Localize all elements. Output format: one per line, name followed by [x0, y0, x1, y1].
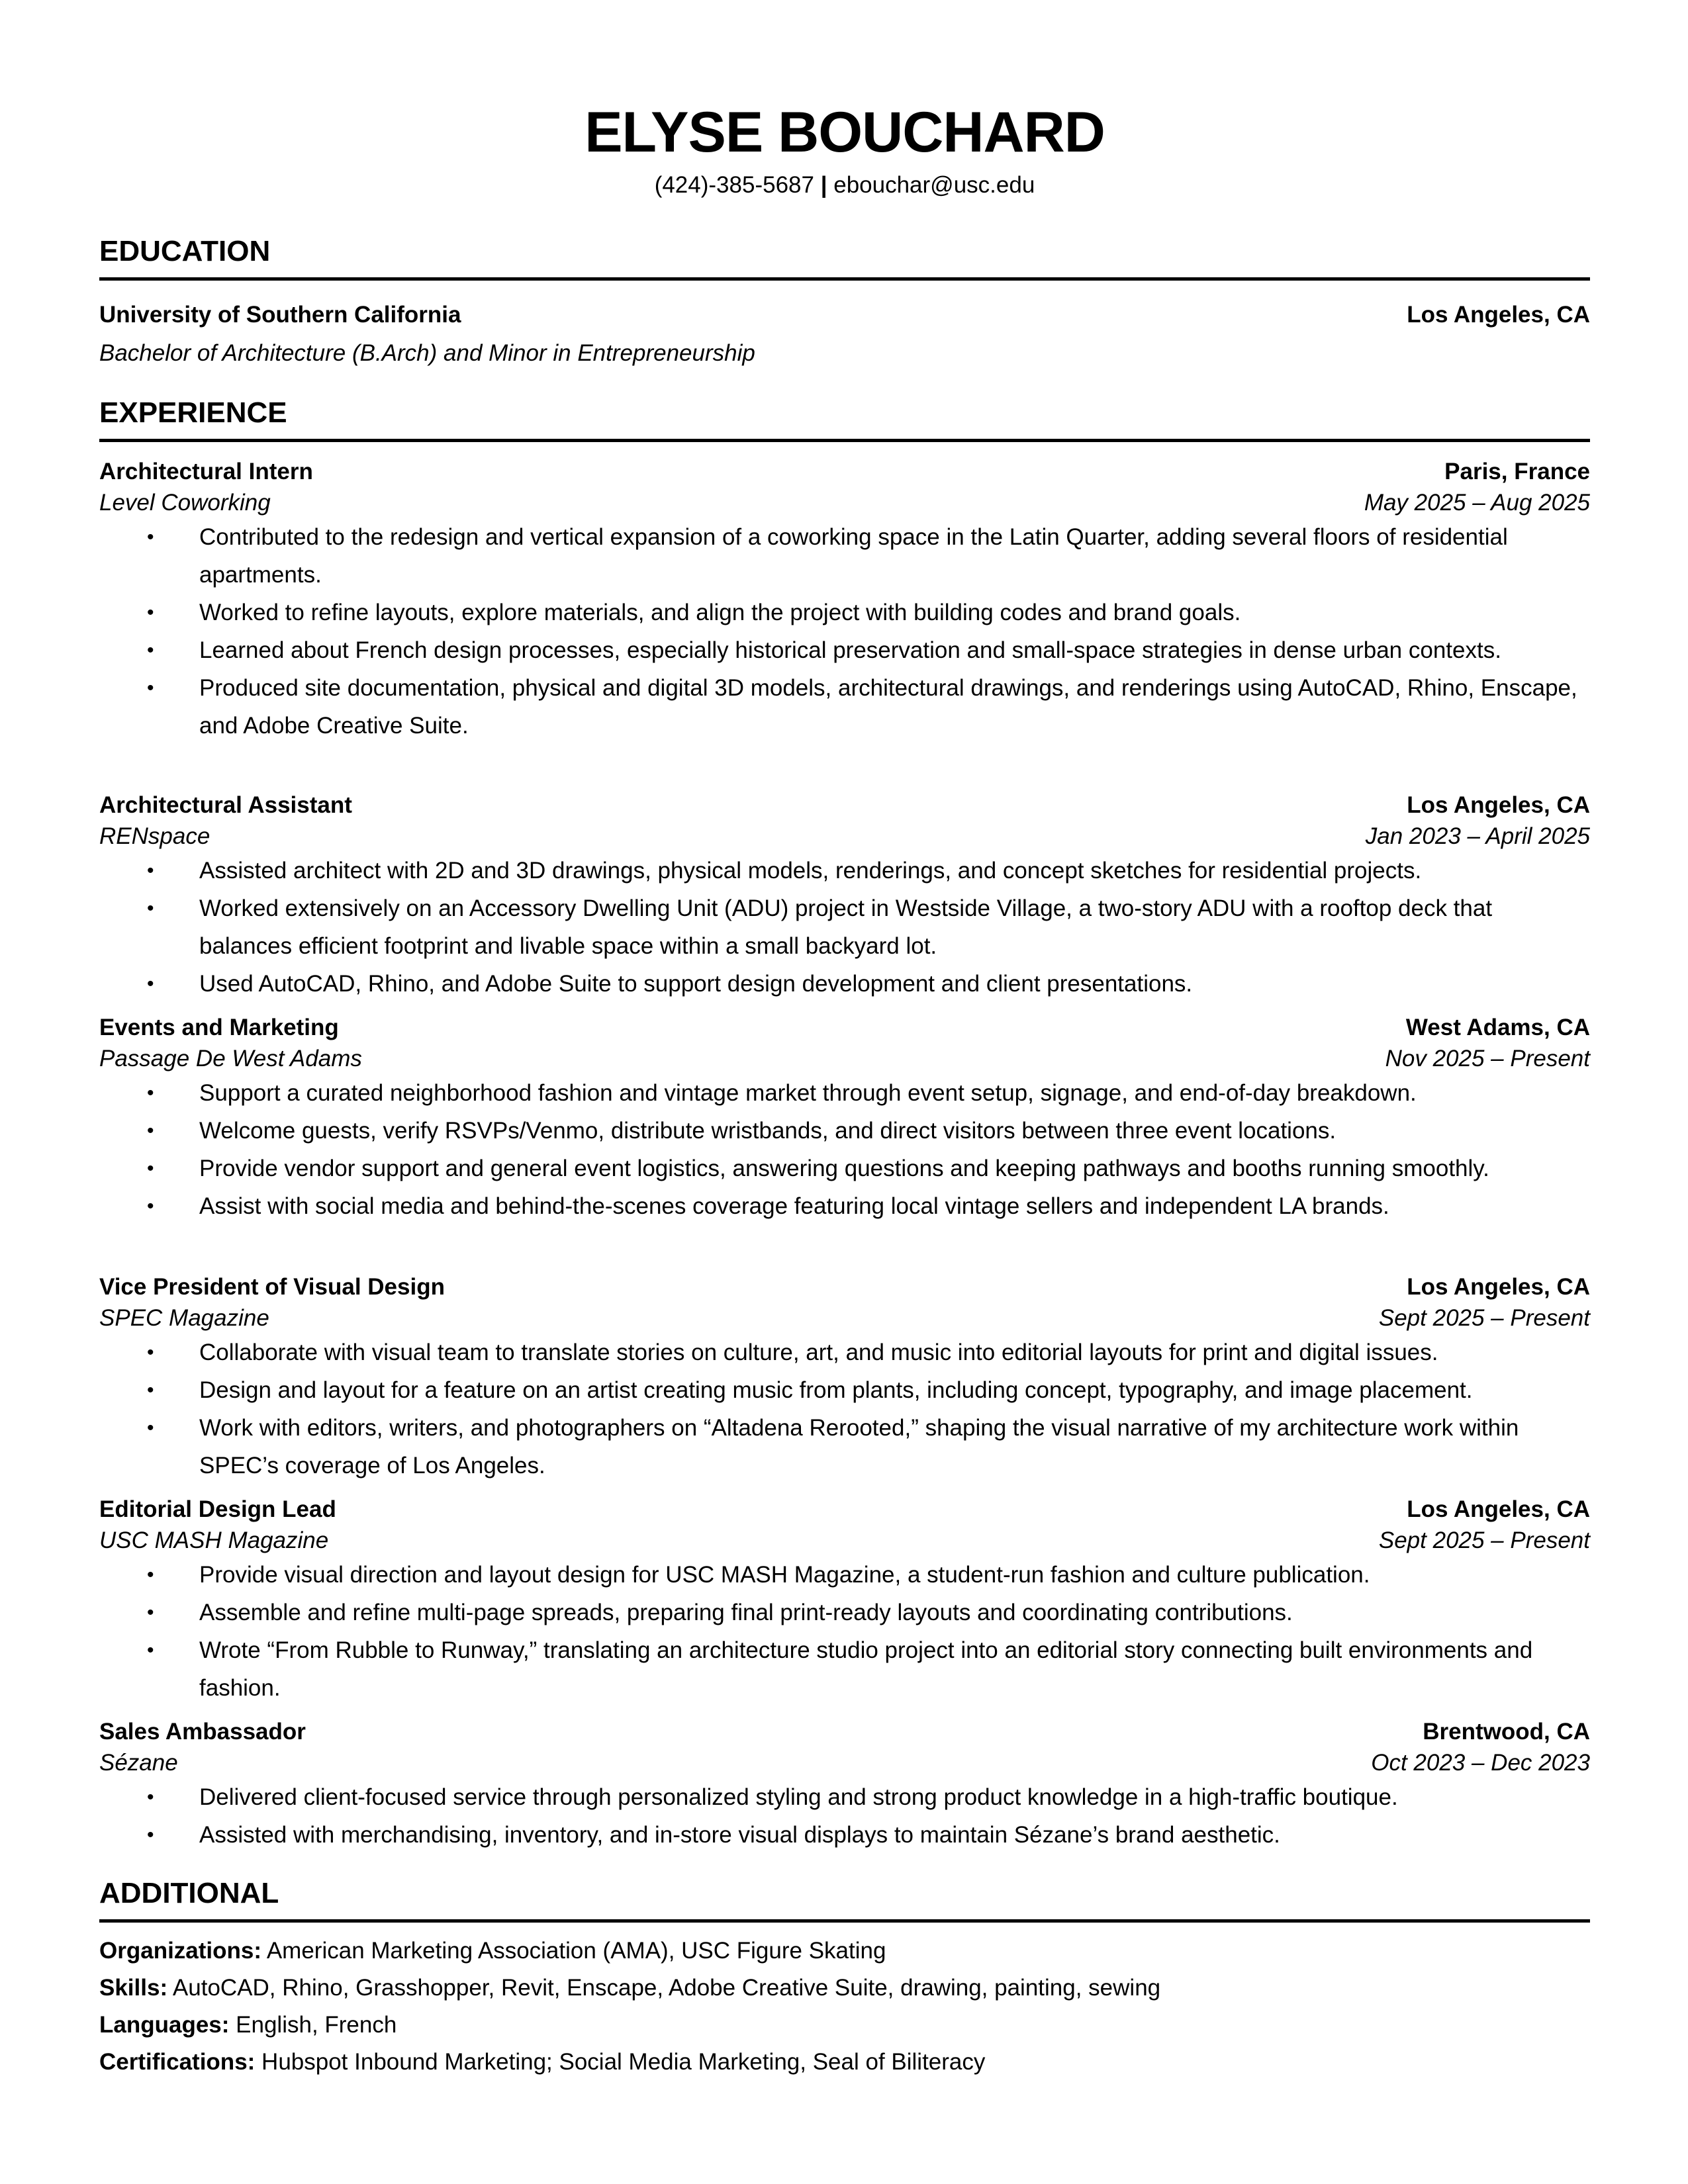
- bullet-dot-icon: •: [147, 1417, 154, 1439]
- job-location: Los Angeles, CA: [1407, 792, 1590, 818]
- job-dates: Oct 2023 – Dec 2023: [1371, 1750, 1590, 1776]
- job-company-row: [99, 1302, 1590, 1334]
- bullet-dot-icon: •: [147, 897, 154, 919]
- bullet-item: • Wrote “From Rubble to Runway,” translating an architecture studio project into an editorial story connecting built environments and fashion.: [99, 1631, 1590, 1707]
- certifications-line: Certifications: Hubspot Inbound Marketing; Social Media Marketing, Seal of Biliteracy: [99, 2049, 986, 2075]
- bullet-item: • Learned about French design processes, especially historical preservation and small-space strategies in dense urban contexts.: [99, 631, 1590, 669]
- bullet-dot-icon: •: [147, 639, 154, 661]
- job-company-row: [99, 1525, 1590, 1557]
- skills-line: Skills: AutoCAD, Rhino, Grasshopper, Revit, Enscape, Adobe Creative Suite, drawing, painting, sewing: [99, 1975, 1161, 2001]
- job-bullets: [99, 1556, 1590, 1707]
- job-dates: May 2025 – Aug 2025: [1364, 490, 1590, 516]
- job-location: Paris, France: [1444, 459, 1590, 484]
- bullet-dot-icon: •: [147, 1195, 154, 1217]
- job-bullets: [99, 518, 1590, 745]
- experience-heading: EXPERIENCE: [99, 395, 1590, 442]
- job-dates: Nov 2025 – Present: [1385, 1046, 1590, 1071]
- bullet-dot-icon: •: [147, 1120, 154, 1142]
- job-bullets: [99, 1334, 1590, 1484]
- bullet-item: • Welcome guests, verify RSVPs/Venmo, distribute wristbands, and direct visitors between three event locations.: [99, 1112, 1590, 1150]
- job-title-row: [99, 790, 1590, 821]
- job-company: RENspace: [99, 823, 211, 849]
- job-title: Sales Ambassador: [99, 1719, 306, 1745]
- bullet-dot-icon: •: [147, 1602, 154, 1623]
- organizations-line: Organizations: American Marketing Association (AMA), USC Figure Skating: [99, 1938, 886, 1964]
- job-title-row: [99, 456, 1590, 488]
- job-company-row: [99, 1043, 1590, 1075]
- job-company: Passage De West Adams: [99, 1046, 362, 1071]
- bullet-dot-icon: •: [147, 1824, 154, 1846]
- job-location: Los Angeles, CA: [1407, 1274, 1590, 1300]
- degree: Bachelor of Architecture (B.Arch) and Minor in Entrepreneurship: [99, 340, 755, 366]
- job-title: Architectural Intern: [99, 459, 313, 484]
- job-title-row: [99, 1012, 1590, 1044]
- bullet-dot-icon: •: [147, 973, 154, 995]
- bullet-item: • Produced site documentation, physical and digital 3D models, architectural drawings, and renderings using AutoCAD, Rhino, Enscape, and Adobe Creative Suite.: [99, 669, 1590, 745]
- job-company: Sézane: [99, 1750, 178, 1776]
- bullet-item: • Worked extensively on an Accessory Dwelling Unit (ADU) project in Westside Village, a two-story ADU with a rooftop deck that balances efficient footprint and livable space within a small backyard lot.: [99, 889, 1590, 965]
- school-name: University of Southern California: [99, 302, 461, 328]
- bullet-dot-icon: •: [147, 1786, 154, 1808]
- job-bullets: [99, 852, 1590, 1003]
- bullet-item: • Delivered client-focused service through personalized styling and strong product knowledge in a high-traffic boutique.: [99, 1778, 1590, 1816]
- bullet-item: • Assist with social media and behind-the-scenes coverage featuring local vintage sellers and independent LA brands.: [99, 1187, 1590, 1225]
- job-company-row: [99, 1747, 1590, 1779]
- job-company-row: [99, 821, 1590, 852]
- job-title-row: [99, 1494, 1590, 1525]
- resume-name: ELYSE BOUCHARD: [585, 101, 1105, 164]
- job-location: West Adams, CA: [1405, 1015, 1590, 1040]
- bullet-item: • Assisted with merchandising, inventory, and in-store visual displays to maintain Sézane’s brand aesthetic.: [99, 1816, 1590, 1854]
- bullet-dot-icon: •: [147, 1564, 154, 1586]
- bullet-dot-icon: •: [147, 602, 154, 623]
- bullet-dot-icon: •: [147, 677, 154, 699]
- languages-line: Languages: English, French: [99, 2012, 397, 2038]
- bullet-item: • Worked to refine layouts, explore materials, and align the project with building codes and brand goals.: [99, 594, 1590, 631]
- phone-number: (424)-385-5687: [654, 172, 814, 198]
- job-company-row: [99, 487, 1590, 519]
- school-location: Los Angeles, CA: [1407, 302, 1590, 328]
- contact-line: [99, 171, 1590, 200]
- job-location: Brentwood, CA: [1423, 1719, 1590, 1745]
- bullet-item: • Assisted architect with 2D and 3D drawings, physical models, renderings, and concept sketches for residential projects.: [99, 852, 1590, 889]
- job-title: Events and Marketing: [99, 1015, 339, 1040]
- job-title-row: [99, 1271, 1590, 1303]
- additional-heading: ADDITIONAL: [99, 1876, 1590, 1923]
- bullet-item: • Assemble and refine multi-page spreads, preparing final print-ready layouts and coordinating contributions.: [99, 1594, 1590, 1631]
- email-address: ebouchar@usc.edu: [833, 172, 1035, 198]
- bullet-dot-icon: •: [147, 1342, 154, 1363]
- bullet-dot-icon: •: [147, 1379, 154, 1401]
- job-dates: Sept 2025 – Present: [1378, 1527, 1590, 1553]
- job-dates: Jan 2023 – April 2025: [1365, 823, 1590, 849]
- bullet-item: • Provide visual direction and layout design for USC MASH Magazine, a student-run fashion and culture publication.: [99, 1556, 1590, 1594]
- job-company: USC MASH Magazine: [99, 1527, 329, 1553]
- bullet-item: • Used AutoCAD, Rhino, and Adobe Suite to support design development and client presentations.: [99, 965, 1590, 1003]
- job-title: Editorial Design Lead: [99, 1496, 336, 1522]
- bullet-dot-icon: •: [147, 526, 154, 548]
- education-row: [99, 299, 1590, 331]
- job-location: Los Angeles, CA: [1407, 1496, 1590, 1522]
- degree-row: [99, 338, 1590, 369]
- bullet-item: • Design and layout for a feature on an artist creating music from plants, including concept, typography, and image placement.: [99, 1371, 1590, 1409]
- job-bullets: [99, 1778, 1590, 1854]
- bullet-item: • Contributed to the redesign and vertical expansion of a coworking space in the Latin Quarter, adding several floors of residential apartments.: [99, 518, 1590, 594]
- education-heading: EDUCATION: [99, 234, 1590, 281]
- bullet-item: • Collaborate with visual team to translate stories on culture, art, and music into editorial layouts for print and digital issues.: [99, 1334, 1590, 1371]
- contact-separator: |: [820, 172, 827, 198]
- bullet-item: • Work with editors, writers, and photographers on “Altadena Rerooted,” shaping the visual narrative of my architecture work within SPEC’s coverage of Los Angeles.: [99, 1409, 1590, 1484]
- bullet-dot-icon: •: [147, 1158, 154, 1179]
- bullet-item: • Provide vendor support and general event logistics, answering questions and keeping pathways and booths running smoothly.: [99, 1150, 1590, 1187]
- job-dates: Sept 2025 – Present: [1378, 1305, 1590, 1331]
- job-company: SPEC Magazine: [99, 1305, 269, 1331]
- job-title: Vice President of Visual Design: [99, 1274, 445, 1300]
- job-bullets: [99, 1074, 1590, 1225]
- bullet-item: • Support a curated neighborhood fashion and vintage market through event setup, signage, and end-of-day breakdown.: [99, 1074, 1590, 1112]
- bullet-dot-icon: •: [147, 1639, 154, 1661]
- job-company: Level Coworking: [99, 490, 271, 516]
- bullet-dot-icon: •: [147, 1082, 154, 1104]
- job-title: Architectural Assistant: [99, 792, 352, 818]
- bullet-dot-icon: •: [147, 860, 154, 882]
- job-title-row: [99, 1716, 1590, 1748]
